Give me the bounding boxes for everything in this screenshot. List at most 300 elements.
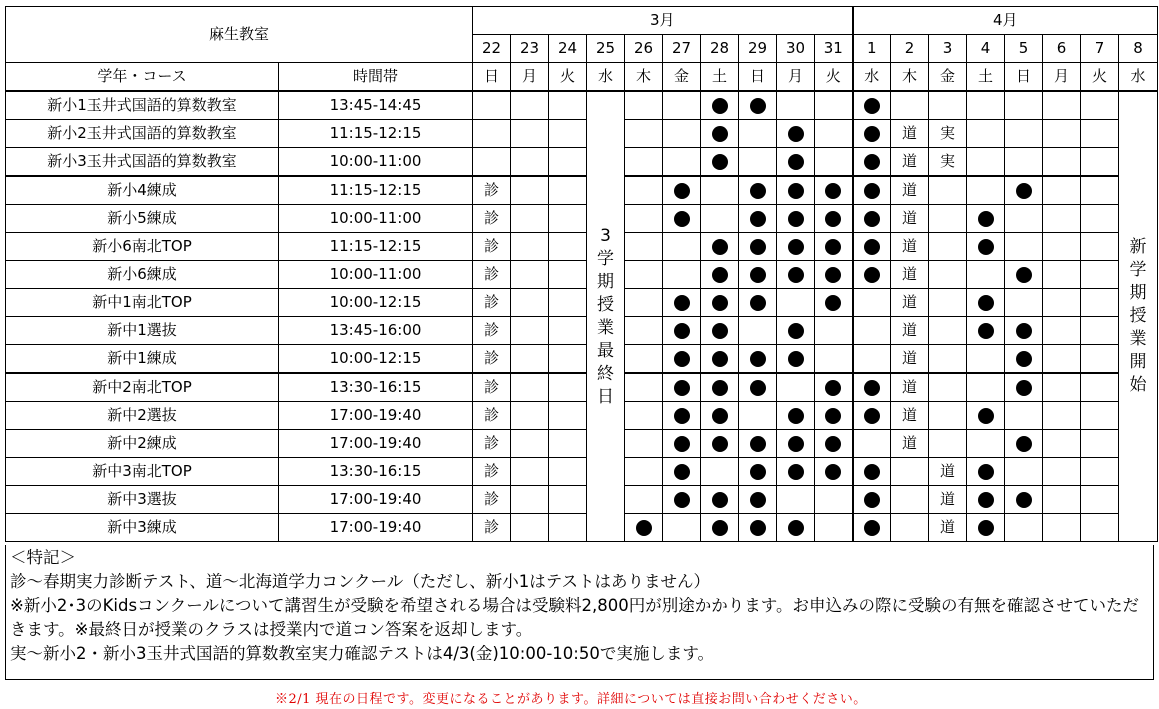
empty-cell xyxy=(511,176,549,205)
class-day-cell xyxy=(1005,317,1043,345)
empty-cell xyxy=(625,317,663,345)
class-day-cell xyxy=(663,430,701,458)
test-mark-cell: 道 xyxy=(891,120,929,148)
table-row xyxy=(6,514,1158,542)
test-mark-cell: 診 xyxy=(473,486,511,514)
empty-cell xyxy=(929,289,967,317)
empty-cell xyxy=(891,514,929,542)
empty-cell xyxy=(967,373,1005,402)
empty-cell xyxy=(1043,148,1081,177)
class-dot-icon xyxy=(750,239,766,255)
class-dot-icon xyxy=(674,436,690,452)
class-day-cell xyxy=(967,486,1005,514)
empty-cell xyxy=(739,120,777,148)
test-mark-cell: 道 xyxy=(891,176,929,205)
time-slot: 17:00-19:40 xyxy=(279,486,473,514)
empty-cell xyxy=(1081,91,1119,120)
empty-cell xyxy=(1005,289,1043,317)
class-dot-icon xyxy=(864,154,880,170)
empty-cell xyxy=(1043,402,1081,430)
class-dot-icon xyxy=(788,408,804,424)
time-column-header: 時間帯 xyxy=(279,63,473,92)
weekday-header: 木 xyxy=(625,63,663,92)
empty-cell xyxy=(625,120,663,148)
table-row xyxy=(6,317,1158,345)
empty-cell xyxy=(549,402,587,430)
test-mark-cell: 道 xyxy=(891,233,929,261)
empty-cell xyxy=(511,458,549,486)
empty-cell xyxy=(511,373,549,402)
empty-cell xyxy=(1043,345,1081,374)
date-header: 7 xyxy=(1081,35,1119,63)
class-dot-icon xyxy=(788,154,804,170)
class-day-cell xyxy=(663,176,701,205)
class-dot-icon xyxy=(788,464,804,480)
class-day-cell xyxy=(1005,261,1043,289)
last-day-char: 学 xyxy=(597,248,614,269)
class-day-cell xyxy=(815,176,853,205)
empty-cell xyxy=(663,120,701,148)
weekday-header: 水 xyxy=(1119,63,1158,92)
class-dot-icon xyxy=(864,380,880,396)
empty-cell xyxy=(511,402,549,430)
table-row xyxy=(6,289,1158,317)
class-dot-icon xyxy=(864,126,880,142)
table-row xyxy=(6,148,1158,177)
empty-cell xyxy=(853,289,891,317)
empty-cell xyxy=(1081,289,1119,317)
empty-cell xyxy=(1043,458,1081,486)
class-day-cell xyxy=(777,261,815,289)
date-header: 8 xyxy=(1119,35,1158,63)
class-day-cell xyxy=(777,402,815,430)
class-day-cell xyxy=(739,205,777,233)
class-day-cell xyxy=(663,317,701,345)
empty-cell xyxy=(815,345,853,374)
course-name: 新小6練成 xyxy=(6,261,279,289)
class-day-cell xyxy=(625,514,663,542)
empty-cell xyxy=(967,91,1005,120)
empty-cell xyxy=(625,345,663,374)
last-day-of-term-cell xyxy=(587,91,625,542)
empty-cell xyxy=(1081,514,1119,542)
empty-cell xyxy=(549,148,587,177)
empty-cell xyxy=(1005,91,1043,120)
test-mark-cell: 道 xyxy=(891,317,929,345)
date-header: 26 xyxy=(625,35,663,63)
class-day-cell xyxy=(739,458,777,486)
empty-cell xyxy=(511,261,549,289)
empty-cell xyxy=(929,176,967,205)
class-day-cell xyxy=(815,402,853,430)
empty-cell xyxy=(549,430,587,458)
empty-cell xyxy=(473,120,511,148)
empty-cell xyxy=(815,514,853,542)
test-mark-cell: 道 xyxy=(929,486,967,514)
class-day-cell xyxy=(701,261,739,289)
last-day-char: 最 xyxy=(597,340,614,361)
empty-cell xyxy=(511,233,549,261)
class-day-cell xyxy=(967,233,1005,261)
empty-cell xyxy=(663,233,701,261)
empty-cell xyxy=(549,176,587,205)
notes-heading: ＜特記＞ xyxy=(10,548,76,567)
class-day-cell xyxy=(777,148,815,177)
empty-cell xyxy=(853,430,891,458)
class-day-cell xyxy=(815,233,853,261)
class-day-cell xyxy=(663,289,701,317)
class-dot-icon xyxy=(1016,436,1032,452)
empty-cell xyxy=(1081,120,1119,148)
empty-cell xyxy=(929,205,967,233)
date-header: 30 xyxy=(777,35,815,63)
class-dot-icon xyxy=(825,211,841,227)
class-day-cell xyxy=(1005,176,1043,205)
test-mark-cell: 診 xyxy=(473,373,511,402)
last-day-char: 授 xyxy=(597,294,614,315)
weekday-header: 金 xyxy=(663,63,701,92)
test-mark-cell: 道 xyxy=(891,148,929,177)
class-day-cell xyxy=(701,345,739,374)
course-column-header: 学年・コース xyxy=(6,63,279,92)
empty-cell xyxy=(1081,205,1119,233)
class-dot-icon xyxy=(825,267,841,283)
empty-cell xyxy=(1043,430,1081,458)
empty-cell xyxy=(625,486,663,514)
notes-test-date: 実～新小2・新小3玉井式国語的算数教室実力確認テストは4/3(金)10:00-10:50で実施します。 xyxy=(10,644,714,663)
time-slot: 11:15-12:15 xyxy=(279,233,473,261)
empty-cell xyxy=(1081,148,1119,177)
class-dot-icon xyxy=(825,239,841,255)
weekday-header: 日 xyxy=(1005,63,1043,92)
empty-cell xyxy=(1081,373,1119,402)
class-day-cell xyxy=(701,373,739,402)
time-slot: 17:00-19:40 xyxy=(279,430,473,458)
date-header: 24 xyxy=(549,35,587,63)
class-day-cell xyxy=(1005,430,1043,458)
weekday-header: 土 xyxy=(967,63,1005,92)
class-day-cell xyxy=(853,176,891,205)
class-day-cell xyxy=(1005,486,1043,514)
empty-cell xyxy=(929,261,967,289)
empty-cell xyxy=(625,289,663,317)
test-mark-cell: 診 xyxy=(473,233,511,261)
class-day-cell xyxy=(739,261,777,289)
date-header: 4 xyxy=(967,35,1005,63)
month-march: 3月 xyxy=(473,7,853,35)
empty-cell xyxy=(1043,373,1081,402)
table-row xyxy=(6,373,1158,402)
empty-cell xyxy=(701,458,739,486)
weekday-header: 火 xyxy=(1081,63,1119,92)
class-day-cell xyxy=(663,373,701,402)
empty-cell xyxy=(967,261,1005,289)
course-name: 新中1練成 xyxy=(6,345,279,374)
class-day-cell xyxy=(739,233,777,261)
class-day-cell xyxy=(853,514,891,542)
class-day-cell xyxy=(1005,345,1043,374)
class-dot-icon xyxy=(712,98,728,114)
class-dot-icon xyxy=(825,295,841,311)
test-mark-cell: 道 xyxy=(891,261,929,289)
empty-cell xyxy=(511,430,549,458)
empty-cell xyxy=(1081,430,1119,458)
class-dot-icon xyxy=(712,380,728,396)
empty-cell xyxy=(511,120,549,148)
class-day-cell xyxy=(701,486,739,514)
class-day-cell xyxy=(777,120,815,148)
class-day-cell xyxy=(853,458,891,486)
class-dot-icon xyxy=(978,520,994,536)
empty-cell xyxy=(967,430,1005,458)
school-name: 麻生教室 xyxy=(6,7,473,63)
class-day-cell xyxy=(967,289,1005,317)
empty-cell xyxy=(549,289,587,317)
test-mark-cell: 診 xyxy=(473,205,511,233)
new-term-char: 学 xyxy=(1129,260,1147,280)
class-day-cell xyxy=(739,373,777,402)
empty-cell xyxy=(549,514,587,542)
class-dot-icon xyxy=(750,351,766,367)
empty-cell xyxy=(663,261,701,289)
course-name: 新小2玉井式国語的算数教室 xyxy=(6,120,279,148)
course-name: 新小3玉井式国語的算数教室 xyxy=(6,148,279,177)
last-day-char: 日 xyxy=(597,386,614,407)
test-mark-cell: 道 xyxy=(891,345,929,374)
class-day-cell xyxy=(853,402,891,430)
test-mark-cell: 道 xyxy=(891,289,929,317)
class-day-cell xyxy=(815,373,853,402)
class-day-cell xyxy=(739,176,777,205)
empty-cell xyxy=(625,176,663,205)
class-day-cell xyxy=(853,120,891,148)
class-dot-icon xyxy=(788,520,804,536)
empty-cell xyxy=(1081,402,1119,430)
table-row xyxy=(6,91,1158,120)
course-name: 新小5練成 xyxy=(6,205,279,233)
time-slot: 10:00-11:00 xyxy=(279,148,473,177)
weekday-header: 木 xyxy=(891,63,929,92)
class-dot-icon xyxy=(1016,267,1032,283)
class-dot-icon xyxy=(978,239,994,255)
class-day-cell xyxy=(739,345,777,374)
class-dot-icon xyxy=(750,520,766,536)
test-mark-cell: 実 xyxy=(929,148,967,177)
class-dot-icon xyxy=(788,267,804,283)
course-name: 新小6南北TOP xyxy=(6,233,279,261)
test-mark-cell: 診 xyxy=(473,402,511,430)
empty-cell xyxy=(815,486,853,514)
class-day-cell xyxy=(967,458,1005,486)
empty-cell xyxy=(739,402,777,430)
empty-cell xyxy=(1043,120,1081,148)
empty-cell xyxy=(815,120,853,148)
class-day-cell xyxy=(777,458,815,486)
class-day-cell xyxy=(701,317,739,345)
class-day-cell xyxy=(701,514,739,542)
empty-cell xyxy=(549,91,587,120)
course-name: 新中3南北TOP xyxy=(6,458,279,486)
empty-cell xyxy=(739,317,777,345)
empty-cell xyxy=(625,233,663,261)
empty-cell xyxy=(511,289,549,317)
class-day-cell xyxy=(853,91,891,120)
class-dot-icon xyxy=(750,267,766,283)
class-day-cell xyxy=(815,430,853,458)
empty-cell xyxy=(929,317,967,345)
table-row xyxy=(6,261,1158,289)
table-row xyxy=(6,430,1158,458)
class-day-cell xyxy=(777,430,815,458)
class-dot-icon xyxy=(825,408,841,424)
class-dot-icon xyxy=(864,464,880,480)
empty-cell xyxy=(1043,205,1081,233)
class-day-cell xyxy=(815,458,853,486)
test-mark-cell: 診 xyxy=(473,289,511,317)
new-term-char: 期 xyxy=(1129,283,1147,303)
course-name: 新中3練成 xyxy=(6,514,279,542)
empty-cell xyxy=(891,91,929,120)
empty-cell xyxy=(891,458,929,486)
class-dot-icon xyxy=(864,239,880,255)
class-dot-icon xyxy=(788,351,804,367)
course-name: 新中2選抜 xyxy=(6,402,279,430)
class-day-cell xyxy=(815,261,853,289)
empty-cell xyxy=(625,402,663,430)
empty-cell xyxy=(1043,317,1081,345)
class-day-cell xyxy=(853,261,891,289)
footer-notice: ※2/1 現在の日程です。変更になることがあります。詳細については直接お問い合わせください。 xyxy=(275,692,867,707)
time-slot: 10:00-12:15 xyxy=(279,289,473,317)
empty-cell xyxy=(777,91,815,120)
class-day-cell xyxy=(663,486,701,514)
class-day-cell xyxy=(967,402,1005,430)
course-name: 新小1玉井式国語的算数教室 xyxy=(6,91,279,120)
weekday-header: 金 xyxy=(929,63,967,92)
empty-cell xyxy=(549,345,587,374)
empty-cell xyxy=(663,148,701,177)
date-header: 28 xyxy=(701,35,739,63)
empty-cell xyxy=(1005,120,1043,148)
date-header: 25 xyxy=(587,35,625,63)
class-day-cell xyxy=(701,289,739,317)
empty-cell xyxy=(701,205,739,233)
class-day-cell xyxy=(739,514,777,542)
empty-cell xyxy=(853,317,891,345)
empty-cell xyxy=(1043,176,1081,205)
table-row xyxy=(6,402,1158,430)
weekday-header: 日 xyxy=(473,63,511,92)
class-dot-icon xyxy=(712,323,728,339)
empty-cell xyxy=(1005,458,1043,486)
test-mark-cell: 道 xyxy=(891,373,929,402)
class-day-cell xyxy=(701,91,739,120)
notes-section xyxy=(5,545,1154,680)
weekday-header: 水 xyxy=(853,63,891,92)
course-name: 新中2南北TOP xyxy=(6,373,279,402)
test-mark-cell: 診 xyxy=(473,430,511,458)
empty-cell xyxy=(815,91,853,120)
class-day-cell xyxy=(967,514,1005,542)
time-slot: 10:00-11:00 xyxy=(279,261,473,289)
class-dot-icon xyxy=(788,183,804,199)
class-day-cell xyxy=(815,289,853,317)
test-mark-cell: 道 xyxy=(891,402,929,430)
empty-cell xyxy=(625,148,663,177)
class-day-cell xyxy=(777,205,815,233)
weekday-header: 火 xyxy=(815,63,853,92)
time-slot: 11:15-12:15 xyxy=(279,176,473,205)
empty-cell xyxy=(777,373,815,402)
empty-cell xyxy=(1081,261,1119,289)
term-number: 3 xyxy=(600,225,611,246)
empty-cell xyxy=(1081,317,1119,345)
class-day-cell xyxy=(777,345,815,374)
class-day-cell xyxy=(663,205,701,233)
class-dot-icon xyxy=(712,154,728,170)
empty-cell xyxy=(625,430,663,458)
empty-cell xyxy=(967,120,1005,148)
class-dot-icon xyxy=(978,492,994,508)
weekday-header: 月 xyxy=(511,63,549,92)
notes-kids-contest: ※新小2･3のKidsコンクールについて講習生が受験を希望される場合は受験料2,800円が別途かかります。お申込みの際に受験の有無を確認させていただきます。※最終日が授業のクラスは授業内で道コン答案を返却します。 xyxy=(10,596,1139,639)
empty-cell xyxy=(777,289,815,317)
test-mark-cell: 診 xyxy=(473,514,511,542)
class-day-cell xyxy=(853,233,891,261)
class-dot-icon xyxy=(1016,492,1032,508)
time-slot: 10:00-11:00 xyxy=(279,205,473,233)
class-dot-icon xyxy=(978,323,994,339)
class-dot-icon xyxy=(750,492,766,508)
class-day-cell xyxy=(739,486,777,514)
class-dot-icon xyxy=(712,126,728,142)
empty-cell xyxy=(815,317,853,345)
empty-cell xyxy=(701,176,739,205)
empty-cell xyxy=(549,120,587,148)
class-dot-icon xyxy=(636,520,652,536)
empty-cell xyxy=(549,261,587,289)
date-header: 29 xyxy=(739,35,777,63)
class-dot-icon xyxy=(674,492,690,508)
last-day-char: 期 xyxy=(597,271,614,292)
class-day-cell xyxy=(777,317,815,345)
class-day-cell xyxy=(967,205,1005,233)
date-header: 27 xyxy=(663,35,701,63)
weekday-header: 火 xyxy=(549,63,587,92)
empty-cell xyxy=(929,345,967,374)
date-header: 1 xyxy=(853,35,891,63)
class-day-cell xyxy=(1005,373,1043,402)
empty-cell xyxy=(967,148,1005,177)
empty-cell xyxy=(1043,514,1081,542)
class-dot-icon xyxy=(674,380,690,396)
test-mark-cell: 診 xyxy=(473,458,511,486)
class-day-cell xyxy=(739,91,777,120)
date-header: 31 xyxy=(815,35,853,63)
test-mark-cell: 道 xyxy=(891,430,929,458)
class-dot-icon xyxy=(788,436,804,452)
class-dot-icon xyxy=(674,183,690,199)
class-dot-icon xyxy=(1016,351,1032,367)
time-slot: 13:30-16:15 xyxy=(279,458,473,486)
empty-cell xyxy=(549,233,587,261)
class-dot-icon xyxy=(674,211,690,227)
empty-cell xyxy=(1005,205,1043,233)
course-name: 新小4練成 xyxy=(6,176,279,205)
class-dot-icon xyxy=(978,464,994,480)
empty-cell xyxy=(777,486,815,514)
class-dot-icon xyxy=(1016,380,1032,396)
